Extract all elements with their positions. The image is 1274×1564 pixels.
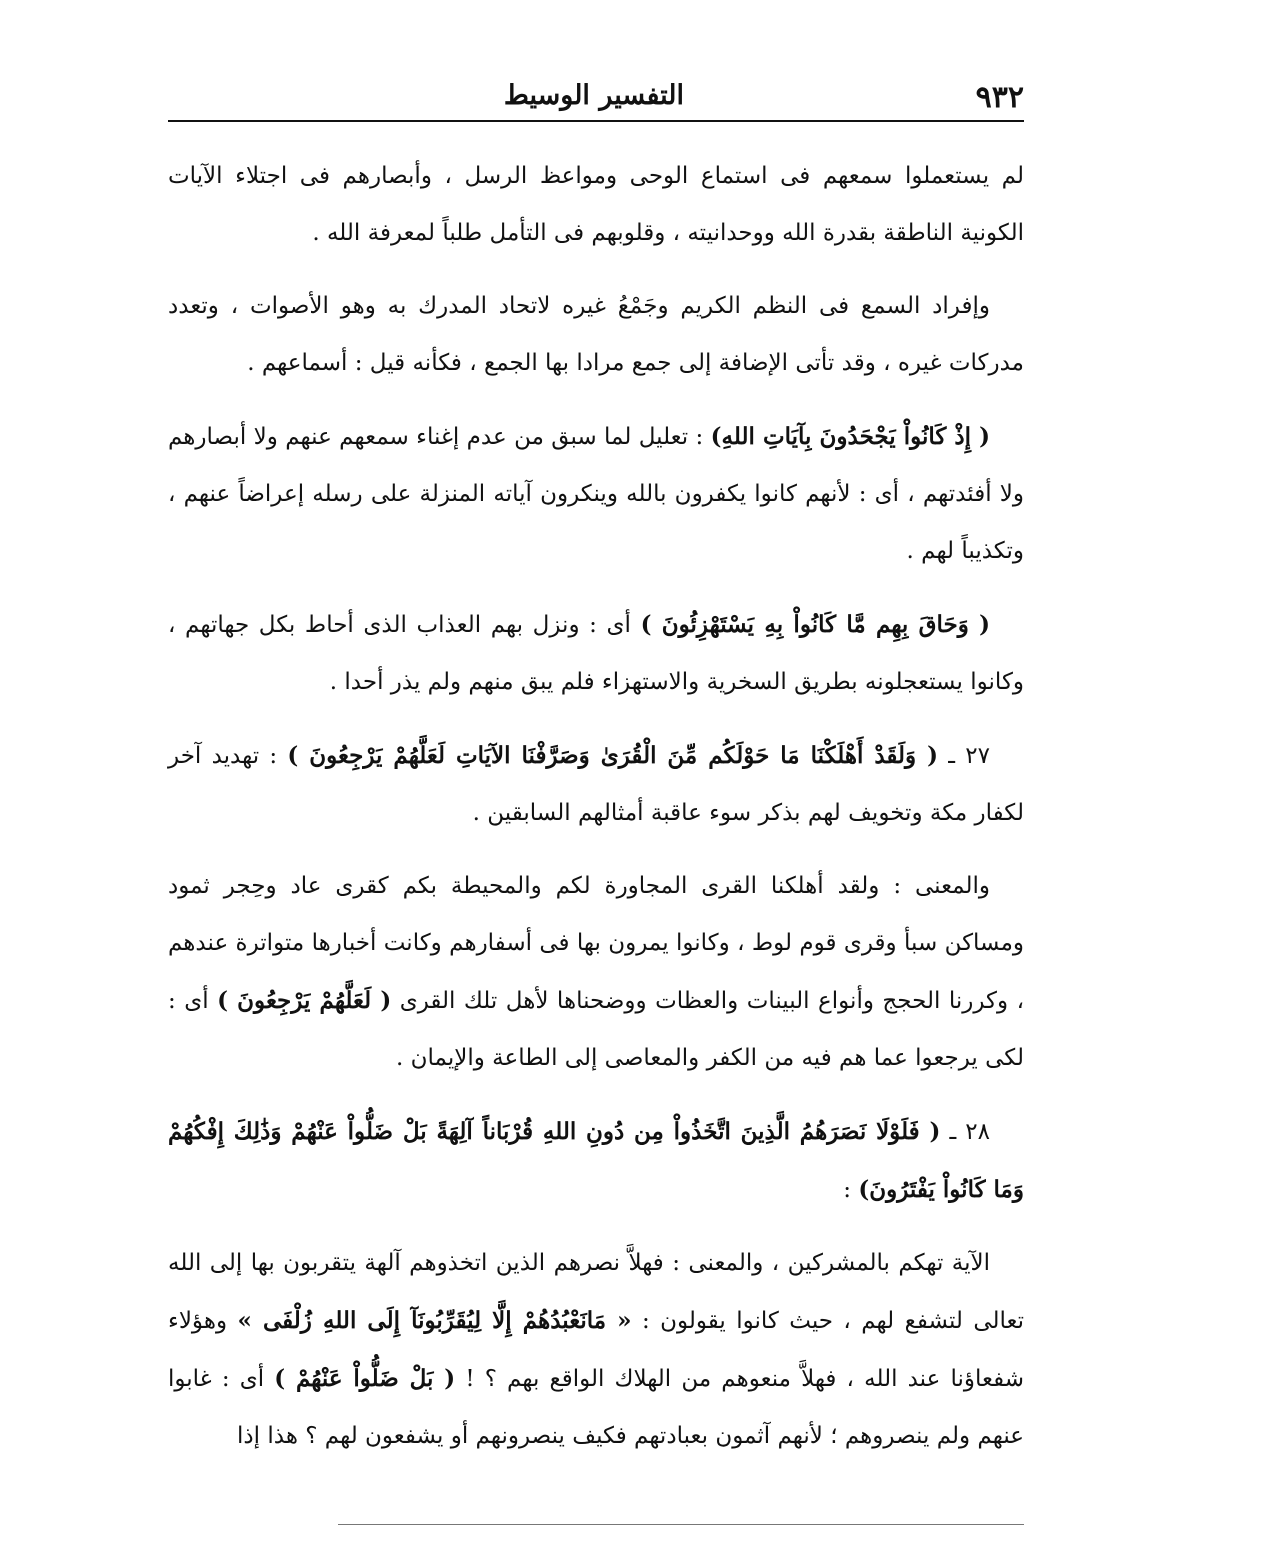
paragraph-meaning-28 [168,1235,1024,1465]
paragraph-text: : تهديد آخر لكفار مكة وتخويف لهم بذكر سوء عاقبة أمثالهم السابقين . [168,743,1024,826]
quran-quote: ( إِذْ كَانُواْ يَجْحَدُونَ بِآيَاتِ اللهِ) [710,423,990,450]
paragraph-text: وهؤلاء شفعاؤنا عند الله ، فهلاَّ منعوهم من الهلاك الواقع بهم ؟ ! [168,1308,1024,1392]
paragraph-text: أى : ونزل بهم العذاب الذى أحاط بكل جهاتهم ، وكانوا يستعجلونه بطريق السخرية والاستهزاء فلم يبق منهم ولم يذر أحدا . [168,612,1024,695]
body-text [168,148,1024,1465]
page-number: ٩٣٢ [975,80,1024,115]
verse-number: ٢٨ ـ [949,1119,990,1145]
running-title: التفسير الوسيط [503,80,684,111]
paragraph-1 [168,148,1024,262]
paragraph-verse-28 [168,1103,1024,1219]
paragraph-text: وإفراد السمع فى النظم الكريم وجَمْعُ غيره لاتحاد المدرك به وهو الأصوات ، وتعدد مدركات غيره ، وقد تأتى الإضافة إلى جمع مرادا بها الجمع ، فكأنه قيل : أسماعهم . [168,293,1024,376]
book-page [168,78,1024,1538]
paragraph-2 [168,278,1024,392]
paragraph-4 [168,596,1024,711]
quran-quote: ( لَعَلَّهُمْ يَرْجِعُونَ ) [217,987,392,1014]
quran-quote: ( وَلَقَدْ أَهْلَكْنَا مَا حَوْلَكُم مِّنَ الْقُرَىٰ وَصَرَّفْنَا الآيَاتِ لَعَلَّهُمْ يَرْجِعُونَ ) [287,742,938,769]
quran-quote: ( فَلَوْلَا نَصَرَهُمُ الَّذِينَ اتَّخَذُواْ مِن دُونِ اللهِ قُرْبَاناً آلِهَةً بَلْ ضَلُّواْ عَنْهُمْ وَذَٰلِكَ إِفْكُهُمْ وَمَا كَانُواْ يَفْتَرُونَ) [168,1118,1024,1203]
paragraph-text: لم يستعملوا سمعهم فى استماع الوحى ومواعظ الرسل ، وأبصارهم فى اجتلاء الآيات الكونية الناطقة بقدرة الله ووحدانيته ، وقلوبهم فى التأمل طلباً لمعرفة الله . [168,163,1024,246]
verse-number: ٢٧ ـ [948,743,990,769]
paragraph-text: والمعنى : ولقد أهلكنا القرى المجاورة لكم والمحيطة بكم كقرى عاد وحِجر ثمود ومساكن سبأ وقرى قوم لوط ، وكانوا يمرون بها فى أسفارهم وكانت أخبارها متواترة عندهم ، وكررنا الحجج وأنواع البينات والعظات ووضحناها لأهل تلك القرى [168,873,1025,1014]
quran-quote: « مَانَعْبُدُهُمْ إِلَّا لِيُقَرِّبُونَآ إِلَى اللهِ زُلْفَى » [237,1307,632,1334]
quran-quote: ( وَحَاقَ بِهِم مَّا كَانُواْ بِهِ يَسْتَهْزِئُونَ ) [640,611,990,638]
paragraph-text: الآية تهكم بالمشركين ، والمعنى : فهلاَّ نصرهم الذين اتخذوهم آلهة يتقربون بها إلى الله تعالى لتشفع لهم ، حيث كانوا يقولون : [168,1250,1025,1334]
footer-rule [338,1524,1024,1525]
paragraph-text: : [843,1177,852,1203]
paragraph-meaning-27 [168,858,1024,1087]
paragraph-text: أى : غابوا عنهم ولم ينصروهم ؛ لأنهم آثمون بعبادتهم فكيف ينصرونهم أو يشفعون لهم ؟ هذا إذا [168,1366,1024,1449]
paragraph-3 [168,408,1024,580]
running-header [168,78,1024,118]
paragraph-verse-27 [168,727,1024,842]
paragraph-text: أى : لكى يرجعوا عما هم فيه من الكفر والمعاصى إلى الطاعة والإيمان . [168,988,1024,1071]
paragraph-text: : تعليل لما سبق من عدم إغناء سمعهم عنهم ولا أبصارهم ولا أفئدتهم ، أى : لأنهم كانوا يكفرون بالله وينكرون آياته المنزلة على رسله إعراضاً عنهم ، وتكذيباً لهم . [168,424,1024,564]
quran-quote: ( بَلْ ضَلُّواْ عَنْهُمْ ) [274,1365,456,1392]
header-rule [168,120,1024,122]
